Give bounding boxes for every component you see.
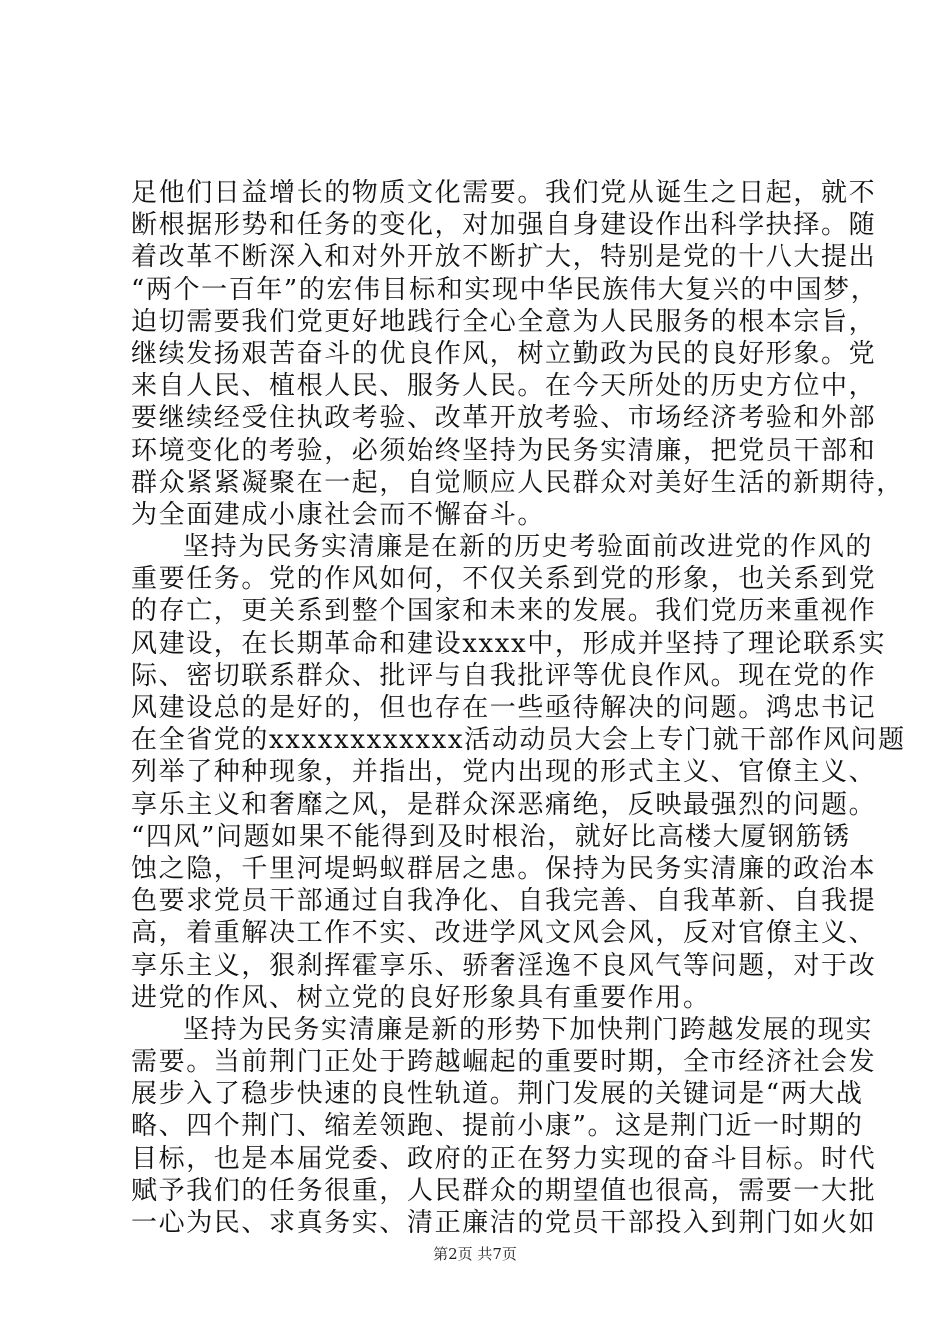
text-line: 环境变化的考验，必须始终坚持为民务实清廉，把党员干部和 [131,435,877,466]
text-line: 为全面建成小康社会而不懈奋斗。 [131,499,546,530]
text-line: 目标，也是本届党委、政府的正在努力实现的奋斗目标。时代 [131,1143,877,1174]
text-line: 一心为民、求真务实、清正廉洁的党员干部投入到荆门如火如 [131,1208,877,1238]
text-line: 需要。当前荆门正处于跨越崛起的重要时期，全市经济社会发 [131,1047,877,1078]
text-line: 群众紧紧凝聚在一起，自觉顺应人民群众对美好生活的新期待， [131,467,904,498]
text-line: 足他们日益增长的物质文化需要。我们党从诞生之日起，就不 [131,178,877,208]
text-line: 进党的作风、树立党的良好形象具有重要作用。 [131,982,711,1013]
paragraph-start-line: 坚持为民务实清廉是在新的历史考验面前改进党的作风的 [183,532,874,563]
text-line: 着改革不断深入和对外开放不断扩大，特别是党的十八大提出 [131,242,877,273]
text-line: 际、密切联系群众、批评与自我批评等优良作风。现在党的作 [131,660,877,691]
text-line: 要继续经受住执政考验、改革开放考验、市场经济考验和外部 [131,403,877,434]
text-line: 的存亡，更关系到整个国家和未来的发展。我们党历来重视作 [131,596,877,627]
paragraph-start-line: 坚持为民务实清廉是新的形势下加快荆门跨越发展的现实 [183,1014,874,1045]
page-number-footer: 第2页 共7页 [433,1245,517,1263]
text-line: 重要任务。党的作风如何，不仅关系到党的形象，也关系到党 [131,564,877,595]
text-line: 赋予我们的任务很重，人民群众的期望值也很高，需要一大批 [131,1175,877,1206]
text-line: 断根据形势和任务的变化，对加强自身建设作出科学抉择。随 [131,210,877,241]
text-line: 高，着重解决工作不实、改进学风文风会风，反对官僚主义、 [131,918,877,949]
text-line: 风建设总的是好的，但也存在一些亟待解决的问题。鸿忠书记 [131,693,877,723]
text-line: 继续发扬艰苦奋斗的优良作风，树立勤政为民的良好形象。党 [131,338,877,369]
text-line: 蚀之隐，千里河堤蚂蚁群居之患。保持为民务实清廉的政治本 [131,853,877,884]
body-text [131,177,906,1239]
text-line: 来自人民、植根人民、服务人民。在今天所处的历史方位中， [131,371,877,402]
text-line: 迫切需要我们党更好地践行全心全意为人民服务的根本宗旨， [131,306,877,337]
text-line: 列举了种种现象，并指出，党内出现的形式主义、官僚主义、 [131,757,877,788]
text-line: 风建设，在长期革命和建设xxxx中，形成并坚持了理论联系实 [131,628,887,659]
text-line: “两个一百年”的宏伟目标和实现中华民族伟大复兴的中国梦， [131,274,879,305]
text-line: 享乐主义，狠刹挥霍享乐、骄奢淫逸不良风气等问题，对于改 [131,950,877,981]
text-line: “四风”问题如果不能得到及时根治，就好比高楼大厦钢筋锈 [131,821,851,852]
text-line: 展步入了稳步快速的良性轨道。荆门发展的关键词是“两大战 [131,1079,864,1110]
text-line: 享乐主义和奢靡之风，是群众深恶痛绝，反映最强烈的问题。 [131,789,877,820]
text-line: 在全省党的xxxxxxxxxxxx活动动员大会上专门就干部作风问题 [131,725,906,756]
text-line: 色要求党员干部通过自我净化、自我完善、自我革新、自我提 [131,886,877,917]
text-line: 略、四个荆门、缩差领跑、提前小康”。这是荆门近一时期的 [131,1111,864,1142]
